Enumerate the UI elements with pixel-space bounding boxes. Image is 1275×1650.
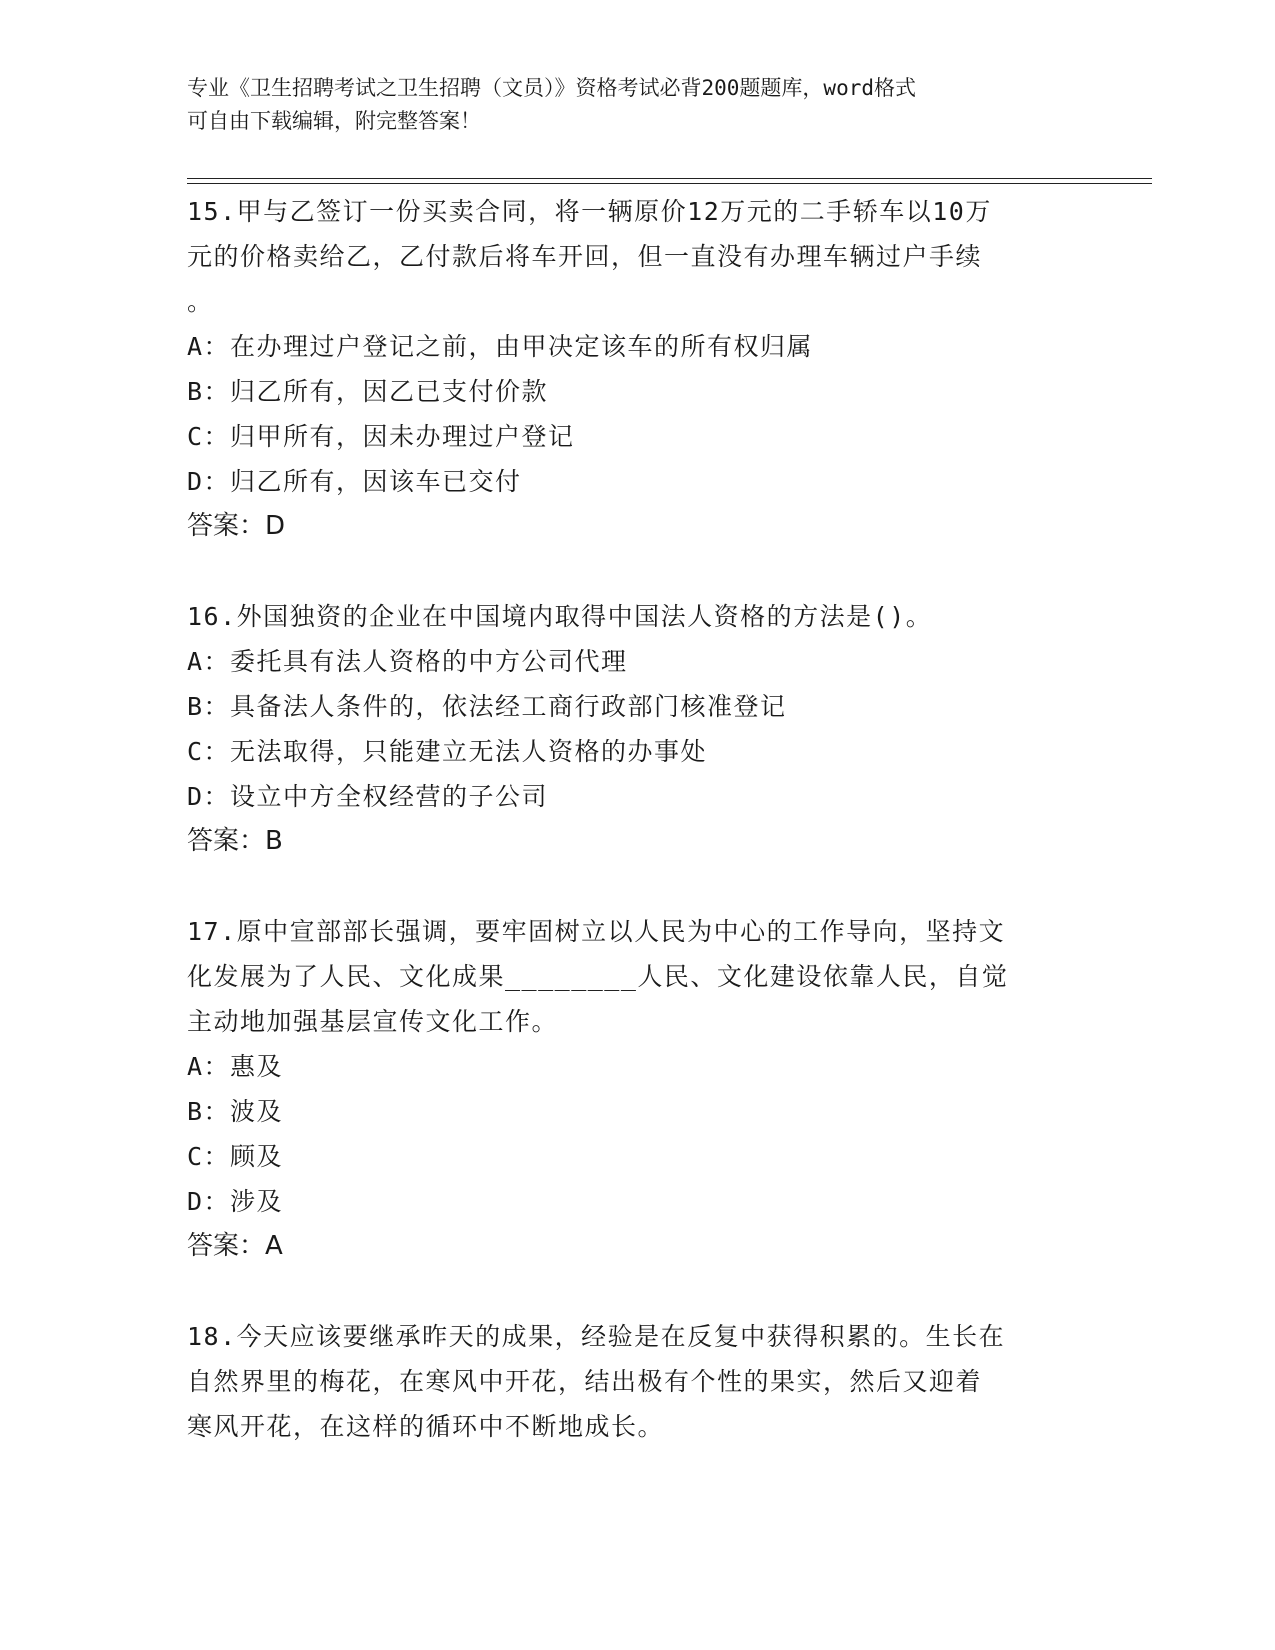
- question-stem-line: 。: [187, 287, 214, 316]
- question-15: [187, 189, 1087, 549]
- answer-line: 答案：B: [187, 826, 283, 856]
- document-header: [187, 72, 1067, 138]
- option-a: A：委托具有法人资格的中方公司代理: [187, 647, 628, 676]
- header-divider-bottom: [187, 183, 1152, 184]
- option-b: B：归乙所有，因乙已支付价款: [187, 377, 549, 406]
- question-stem-line: 元的价格卖给乙，乙付款后将车开回，但一直没有办理车辆过户手续: [187, 242, 983, 271]
- option-c: C：无法取得，只能建立无法人资格的办事处: [187, 737, 708, 766]
- question-16: [187, 594, 1087, 864]
- question-list: [187, 189, 1087, 1449]
- question-stem-line: 15.甲与乙签订一份买卖合同，将一辆原价12万元的二手轿车以10万: [187, 197, 992, 226]
- option-d: D：设立中方全权经营的子公司: [187, 782, 549, 811]
- question-stem-line: 主动地加强基层宣传文化工作。: [187, 1007, 559, 1036]
- question-stem-line: 17.原中宣部部长强调，要牢固树立以人民为中心的工作导向，坚持文: [187, 917, 1006, 946]
- option-c: C：顾及: [187, 1142, 284, 1171]
- question-spacer: [187, 549, 1087, 594]
- header-line-1: 专业《卫生招聘考试之卫生招聘（文员）》资格考试必背200题题库，word格式: [187, 76, 916, 100]
- option-b: B：具备法人条件的，依法经工商行政部门核准登记: [187, 692, 787, 721]
- option-d: D：归乙所有，因该车已交付: [187, 467, 522, 496]
- header-divider-top: [187, 178, 1152, 179]
- option-d: D：涉及: [187, 1187, 284, 1216]
- question-spacer: [187, 1269, 1087, 1314]
- question-stem-line: 16.外国独资的企业在中国境内取得中国法人资格的方法是()。: [187, 602, 933, 631]
- question-stem-line: 18.今天应该要继承昨天的成果，经验是在反复中获得积累的。生长在: [187, 1322, 1006, 1351]
- option-a: A：惠及: [187, 1052, 284, 1081]
- option-a: A：在办理过户登记之前，由甲决定该车的所有权归属: [187, 332, 814, 361]
- question-18: [187, 1314, 1087, 1449]
- question-spacer: [187, 864, 1087, 909]
- header-line-2: 可自由下载编辑，附完整答案！: [187, 109, 481, 133]
- question-stem-line: 化发展为了人民、文化成果________人民、文化建设依靠人民，自觉: [187, 962, 1009, 991]
- answer-line: 答案：A: [187, 1231, 283, 1261]
- question-stem-line: 寒风开花，在这样的循环中不断地成长。: [187, 1412, 665, 1441]
- answer-line: 答案：D: [187, 511, 286, 541]
- question-17: [187, 909, 1087, 1269]
- option-b: B：波及: [187, 1097, 284, 1126]
- option-c: C：归甲所有，因未办理过户登记: [187, 422, 575, 451]
- question-stem-line: 自然界里的梅花，在寒风中开花，结出极有个性的果实，然后又迎着: [187, 1367, 983, 1396]
